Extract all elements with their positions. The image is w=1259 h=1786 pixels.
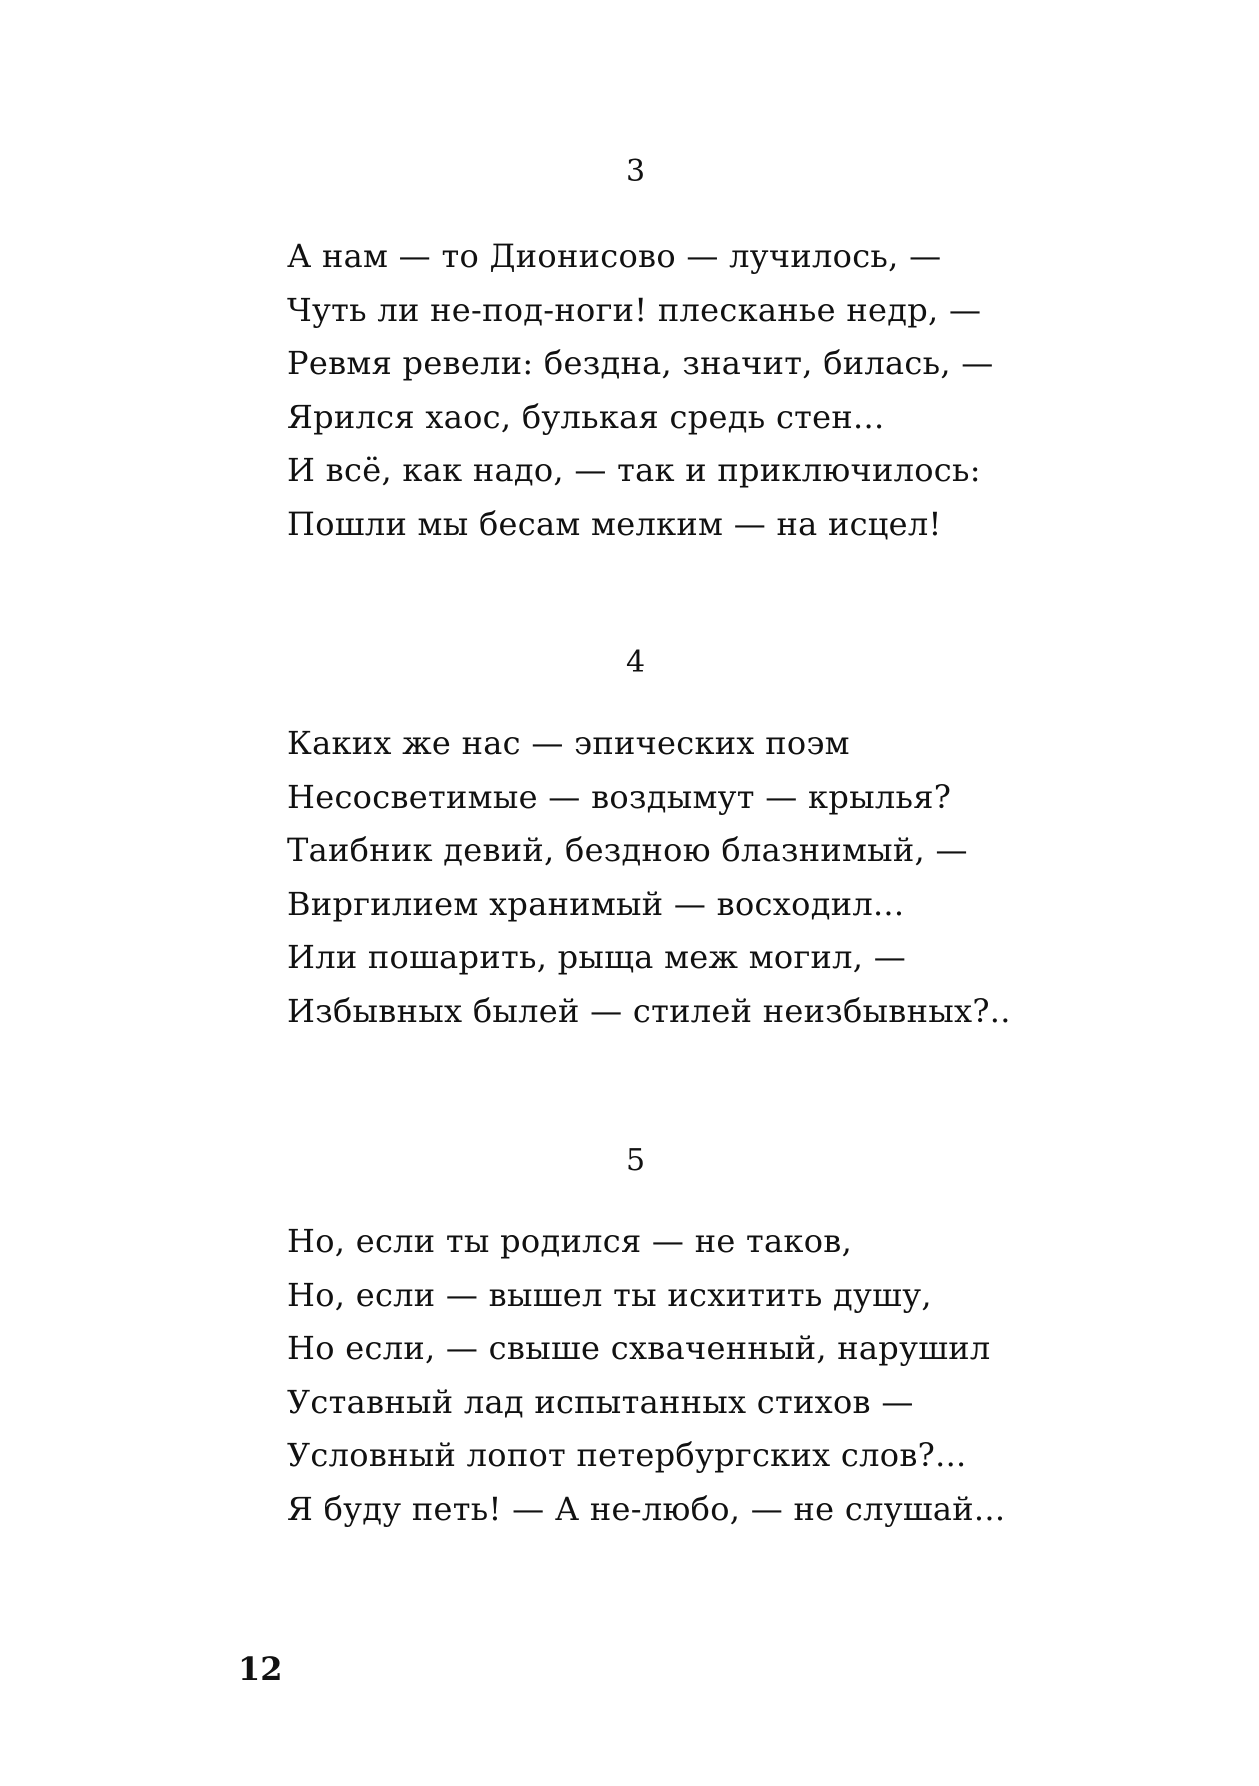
stanza-3 bbox=[287, 230, 1187, 551]
section-number-3: 3 bbox=[625, 154, 646, 189]
verse-line: Ярился хаос, булькая средь стен... bbox=[287, 397, 885, 436]
verse-line: Уставный лад испытанных стихов — bbox=[287, 1382, 914, 1421]
verse-line: Условный лопот петербургских слов?... bbox=[287, 1436, 967, 1474]
verse-line: Виргилием хранимый — восходил... bbox=[287, 884, 905, 923]
verse-line: Но если, — свыше схваченный, нарушил bbox=[287, 1329, 991, 1367]
verse-line: Я буду петь! — А не-любо, — не слушай... bbox=[287, 1489, 1006, 1528]
section-number-5: 5 bbox=[625, 1143, 646, 1178]
verse-line: Но, если ты родился — не таков, bbox=[287, 1222, 853, 1260]
verse-line: Пошли мы бесам мелким — на исцел! bbox=[287, 504, 942, 543]
verse-line: Таибник девий, бездною блазнимый, — bbox=[287, 831, 968, 869]
verse-line: А нам — то Дионисово — лучилось, — bbox=[287, 237, 942, 275]
verse-line: Или пошарить, рыща меж могил, — bbox=[287, 938, 907, 976]
verse-line: Несосветимые — воздымут — крылья? bbox=[287, 777, 952, 816]
stanza-4 bbox=[287, 717, 1187, 1038]
verse-line: Чуть ли не-под-ноги! плесканье недр, — bbox=[287, 290, 982, 329]
stanza-5 bbox=[287, 1215, 1187, 1536]
verse-line: Каких же нас — эпических поэм bbox=[287, 724, 850, 762]
verse-line: Но, если — вышел ты исхитить душу, bbox=[287, 1275, 932, 1314]
verse-line: Ревмя ревели: бездна, значит, билась, — bbox=[287, 344, 994, 382]
verse-line: И всё, как надо, — так и приключилось: bbox=[287, 451, 981, 489]
verse-line: Избывных былей — стилей неизбывных?.. bbox=[287, 991, 1011, 1030]
section-number-4: 4 bbox=[625, 645, 646, 680]
page-number: 12 bbox=[238, 1650, 283, 1688]
